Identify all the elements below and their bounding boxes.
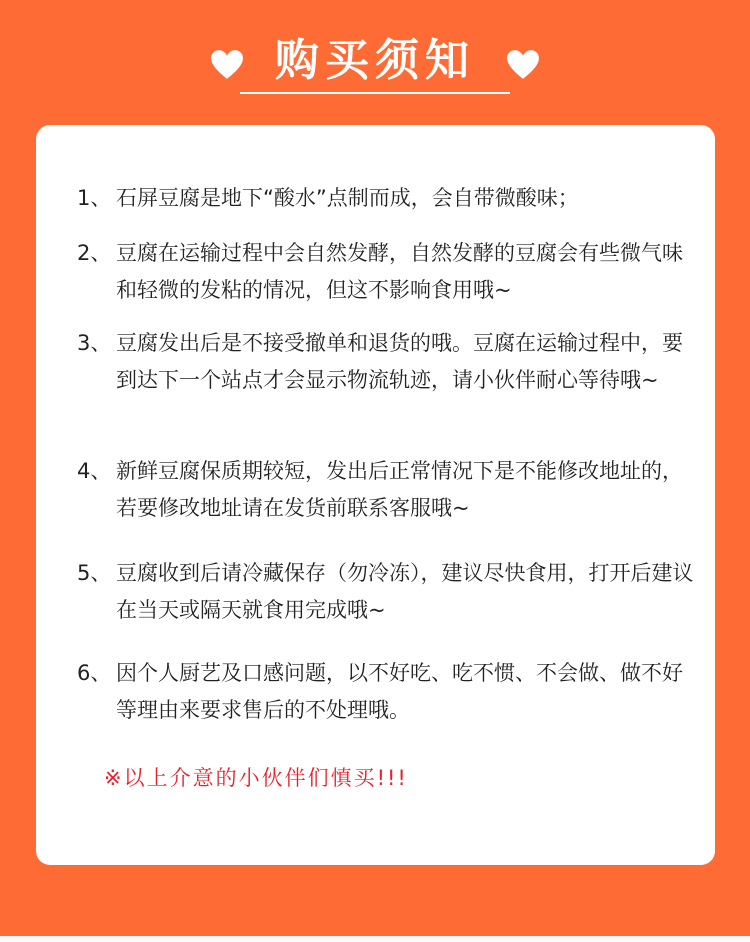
list-item — [77, 180, 697, 217]
item-text: 豆腐发出后是不接受撤单和退货的哦。豆腐在运输过程中，要到达下一个站点才会显示物流轨迹，请小伙伴耐心等待哦~ — [116, 331, 683, 392]
item-text: 因个人厨艺及口感问题，以不好吃、吃不惯、不会做、做不好等理由来要求售后的不处理哦。 — [116, 661, 683, 722]
item-number: 1、 — [77, 186, 112, 210]
warning-notice: ※以上介意的小伙伴们慎买!!! — [104, 766, 408, 790]
item-text: 石屏豆腐是地下“酸水”点制而成，会自带微酸味； — [116, 186, 579, 210]
list-item — [77, 235, 697, 309]
heart-icon — [210, 48, 244, 82]
item-text: 豆腐在运输过程中会自然发酵，自然发酵的豆腐会有些微气味和轻微的发粘的情况，但这不影响食用哦~ — [116, 241, 683, 302]
item-text: 新鲜豆腐保质期较短，发出后正常情况下是不能修改地址的，若要修改地址请在发货前联系客服哦~ — [116, 459, 683, 520]
heart-icon — [506, 48, 540, 82]
item-number: 2、 — [77, 241, 112, 265]
list-item — [77, 453, 697, 527]
item-number: 6、 — [77, 661, 112, 685]
header — [0, 30, 750, 100]
item-number: 4、 — [77, 459, 112, 483]
list-item — [77, 655, 697, 729]
list-item — [77, 555, 697, 629]
item-text: 豆腐收到后请冷藏保存（勿冷冻），建议尽快食用，打开后建议在当天或隔天就食用完成哦~ — [116, 561, 694, 622]
item-number: 3、 — [77, 331, 112, 355]
title-underline — [240, 92, 510, 94]
page-title: 购买须知 — [275, 35, 475, 86]
item-number: 5、 — [77, 561, 112, 585]
list-item — [77, 325, 697, 399]
